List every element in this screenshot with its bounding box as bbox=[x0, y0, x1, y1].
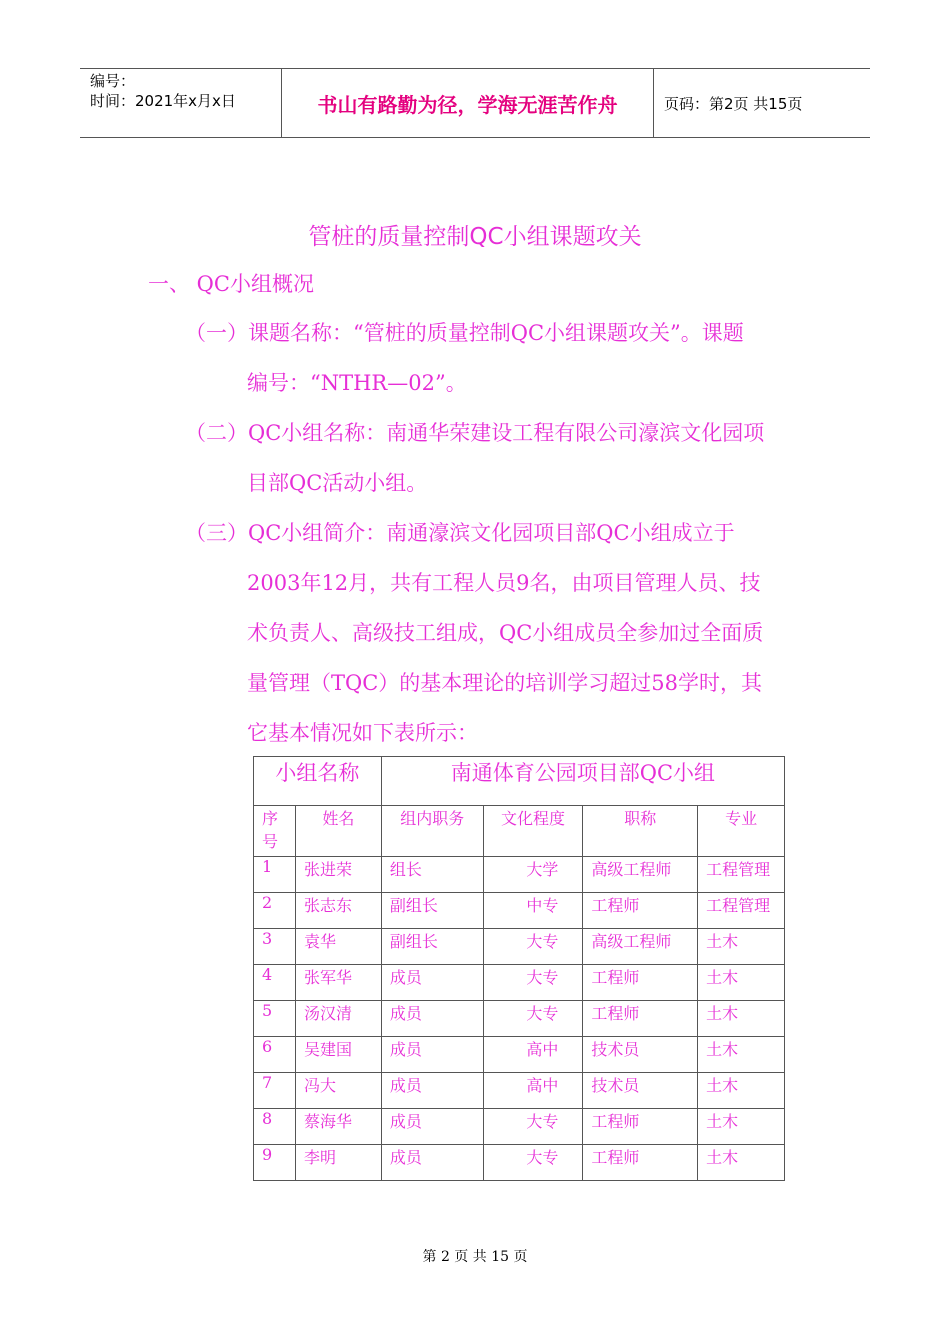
table-row bbox=[254, 929, 785, 965]
document-title: 管桩的质量控制QC小组课题攻关 bbox=[308, 224, 642, 250]
table-row bbox=[254, 965, 785, 1001]
table-cell: 冯大 bbox=[295, 1073, 381, 1109]
header-time: 时间：2021年x月x日 bbox=[90, 92, 236, 110]
table-cell: 土木 bbox=[698, 1001, 785, 1037]
table-cell: 高中 bbox=[483, 1037, 583, 1073]
group-value-cell: 南通体育公园项目部QC小组 bbox=[381, 757, 784, 806]
table-row bbox=[254, 1001, 785, 1037]
table-row bbox=[254, 857, 785, 893]
table-cell: 成员 bbox=[381, 965, 483, 1001]
table-cell: 高级工程师 bbox=[583, 857, 698, 893]
section-heading: 一、 QC小组概况 bbox=[148, 272, 314, 296]
table-cell: 技术员 bbox=[583, 1073, 698, 1109]
table-cell: 工程师 bbox=[583, 1145, 698, 1181]
table-body bbox=[254, 857, 785, 1181]
table-cell: 大专 bbox=[483, 1001, 583, 1037]
table-cell: 大专 bbox=[483, 1145, 583, 1181]
table-cell: 9 bbox=[254, 1145, 296, 1181]
table-cell: 高级工程师 bbox=[583, 929, 698, 965]
table-cell: 土木 bbox=[698, 1037, 785, 1073]
table-cell: 3 bbox=[254, 929, 296, 965]
paragraph-line: 术负责人、高级技工组成，QC小组成员全参加过全面质 bbox=[247, 621, 764, 645]
paragraph-line: 量管理（TQC）的基本理论的培训学习超过58学时，其 bbox=[247, 671, 763, 695]
table-cell: 成员 bbox=[381, 1145, 483, 1181]
header-page-info: 页码：第2页 共15页 bbox=[664, 94, 803, 113]
header-motto: 书山有路勤为径，学海无涯苦作舟 bbox=[282, 69, 654, 137]
table-cell: 袁华 bbox=[295, 929, 381, 965]
paragraph-topic bbox=[185, 308, 810, 408]
table-cell: 大专 bbox=[483, 1109, 583, 1145]
table-cell: 吴建国 bbox=[295, 1037, 381, 1073]
members-table bbox=[253, 756, 785, 1181]
table-cell: 土木 bbox=[698, 1145, 785, 1181]
paragraph-line: 它基本情况如下表所示： bbox=[247, 721, 478, 745]
table-cell: 组长 bbox=[381, 857, 483, 893]
table-row bbox=[254, 893, 785, 929]
table-cell: 成员 bbox=[381, 1109, 483, 1145]
table-cell: 张志东 bbox=[295, 893, 381, 929]
paragraph-group-intro bbox=[185, 508, 810, 758]
table-cell: 8 bbox=[254, 1109, 296, 1145]
table-cell: 蔡海华 bbox=[295, 1109, 381, 1145]
table-cell: 大专 bbox=[483, 965, 583, 1001]
table-cell: 工程管理 bbox=[698, 893, 785, 929]
table-row bbox=[254, 1073, 785, 1109]
table-cell: 成员 bbox=[381, 1037, 483, 1073]
paragraph-group-name bbox=[185, 408, 810, 508]
table-cell: 土木 bbox=[698, 1109, 785, 1145]
header-meta bbox=[80, 69, 282, 137]
table-cell: 副组长 bbox=[381, 893, 483, 929]
column-header: 姓名 bbox=[295, 806, 381, 857]
table-cell: 1 bbox=[254, 857, 296, 893]
table-cell: 汤汉清 bbox=[295, 1001, 381, 1037]
paragraph-line: （二）QC小组名称：南通华荣建设工程有限公司濠滨文化园项 bbox=[185, 421, 765, 445]
table-cell: 工程师 bbox=[583, 1001, 698, 1037]
column-header: 组内职务 bbox=[381, 806, 483, 857]
table-cell: 6 bbox=[254, 1037, 296, 1073]
table-cell: 大学 bbox=[483, 857, 583, 893]
column-header: 专业 bbox=[698, 806, 785, 857]
paragraph-line: 2003年12月，共有工程人员9名，由项目管理人员、技 bbox=[247, 571, 761, 595]
table-cell: 7 bbox=[254, 1073, 296, 1109]
table-cell: 工程管理 bbox=[698, 857, 785, 893]
column-header: 序号 bbox=[254, 806, 296, 857]
column-header: 职称 bbox=[583, 806, 698, 857]
table-cell: 工程师 bbox=[583, 965, 698, 1001]
table-row bbox=[254, 1109, 785, 1145]
table-header-row bbox=[254, 806, 785, 857]
table-cell: 土木 bbox=[698, 1073, 785, 1109]
table-cell: 工程师 bbox=[583, 1109, 698, 1145]
header-number: 编号： bbox=[90, 72, 136, 90]
paragraph-line: （三）QC小组简介：南通濠滨文化园项目部QC小组成立于 bbox=[185, 521, 735, 545]
table-cell: 高中 bbox=[483, 1073, 583, 1109]
page-header bbox=[80, 68, 870, 138]
table-cell: 成员 bbox=[381, 1073, 483, 1109]
table-cell: 副组长 bbox=[381, 929, 483, 965]
paragraph-line: （一）课题名称：“管桩的质量控制QC小组课题攻关”。课题 bbox=[185, 321, 744, 345]
paragraph-line: 目部QC活动小组。 bbox=[247, 471, 428, 495]
table-cell: 成员 bbox=[381, 1001, 483, 1037]
table-group-row bbox=[254, 757, 785, 806]
table-cell: 4 bbox=[254, 965, 296, 1001]
group-label-cell: 小组名称 bbox=[254, 757, 382, 806]
table-row bbox=[254, 1037, 785, 1073]
table-cell: 张军华 bbox=[295, 965, 381, 1001]
column-header: 文化程度 bbox=[483, 806, 583, 857]
table-cell: 5 bbox=[254, 1001, 296, 1037]
table-cell: 技术员 bbox=[583, 1037, 698, 1073]
table-cell: 土木 bbox=[698, 929, 785, 965]
table-cell: 张进荣 bbox=[295, 857, 381, 893]
table-cell: 中专 bbox=[483, 893, 583, 929]
page-footer: 第 2 页 共 15 页 bbox=[422, 1249, 528, 1265]
table-cell: 2 bbox=[254, 893, 296, 929]
table-cell: 李明 bbox=[295, 1145, 381, 1181]
table-cell: 工程师 bbox=[583, 893, 698, 929]
table-row bbox=[254, 1145, 785, 1181]
table-cell: 大专 bbox=[483, 929, 583, 965]
paragraph-line: 编号：“NTHR—02”。 bbox=[247, 371, 467, 395]
table-cell: 土木 bbox=[698, 965, 785, 1001]
